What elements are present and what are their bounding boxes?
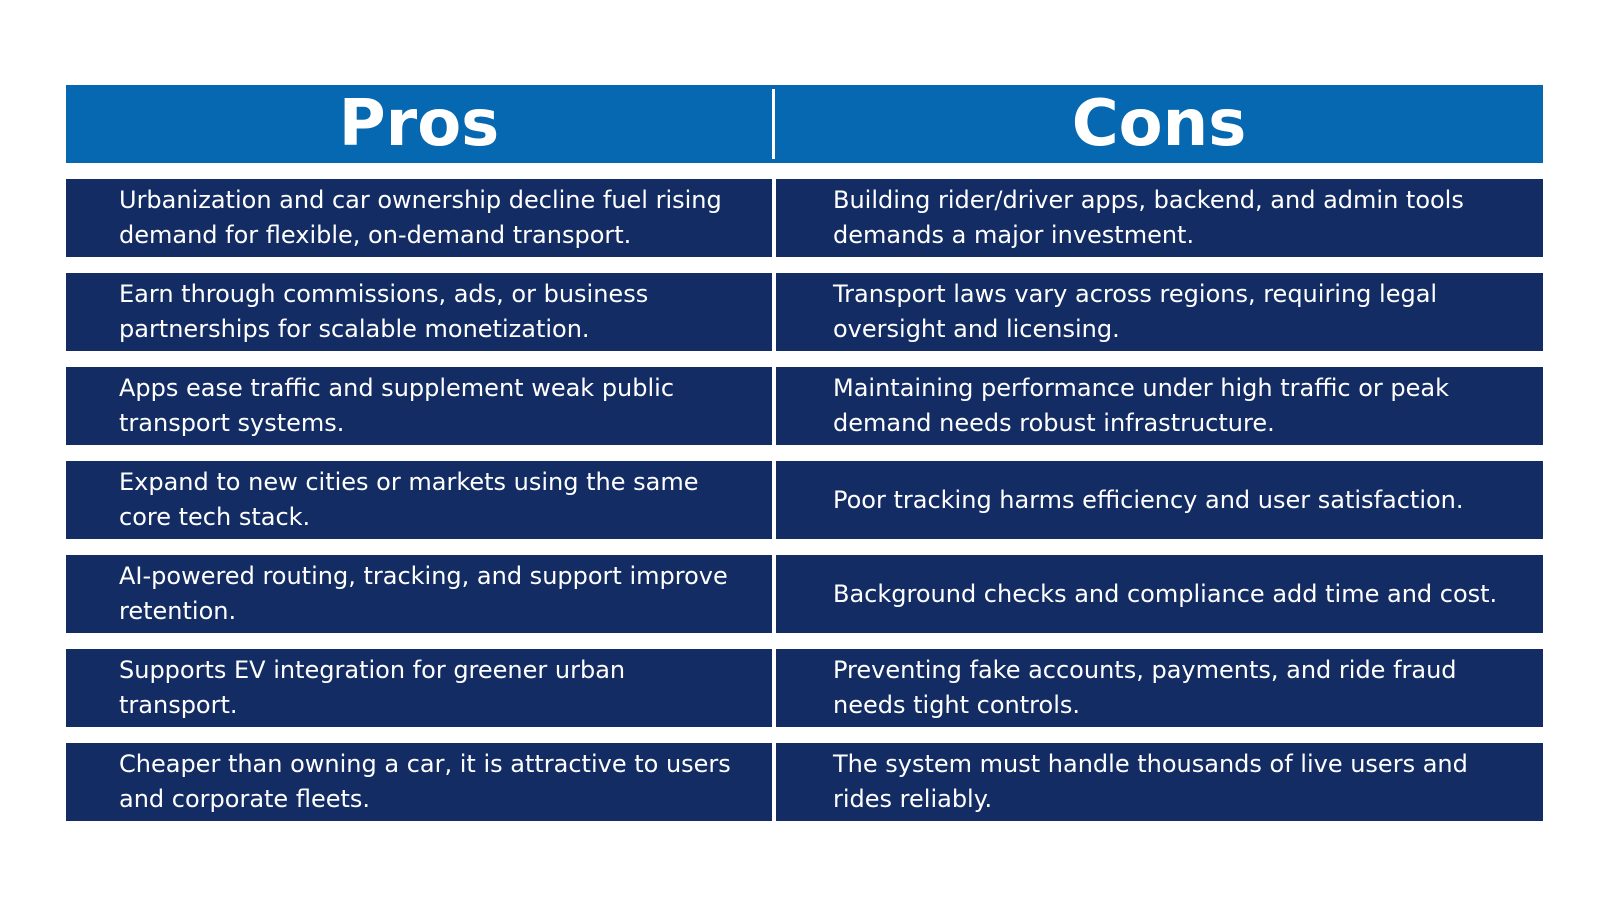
pro-cell [66,743,772,821]
con-text: Transport laws vary across regions, requiring legal oversight and licensing. [833,280,1438,343]
con-cell [776,273,1543,351]
pro-text: Apps ease traffic and supplement weak public transport systems. [119,374,675,437]
con-cell [776,367,1543,445]
table-row [66,555,1543,633]
pro-cell [66,461,772,539]
con-text: Maintaining performance under high traffic or peak demand needs robust infrastructure. [833,374,1450,437]
pros-cons-table [66,85,1543,821]
con-cell [776,461,1543,539]
table-row [66,461,1543,539]
pro-text: Supports EV integration for greener urban transport. [119,656,626,719]
pro-cell [66,273,772,351]
con-text: Building rider/driver apps, backend, and admin tools demands a major investment. [833,186,1464,249]
con-cell [776,179,1543,257]
con-text: Preventing fake accounts, payments, and ride fraud needs tight controls. [833,656,1457,719]
pro-cell [66,179,772,257]
pro-text: Earn through commissions, ads, or business partnerships for scalable monetization. [119,280,649,343]
table-row [66,649,1543,727]
pro-cell [66,649,772,727]
table-row [66,367,1543,445]
con-text: Poor tracking harms efficiency and user satisfaction. [833,485,1464,514]
cons-heading: Cons [1071,87,1247,161]
pro-text: Cheaper than owning a car, it is attractive to users and corporate fleets. [119,750,731,813]
con-cell [776,743,1543,821]
con-cell [776,649,1543,727]
pro-text: Urbanization and car ownership decline fuel rising demand for flexible, on-demand transport. [119,186,722,249]
pro-cell [66,555,772,633]
pro-text: Expand to new cities or markets using the same core tech stack. [119,468,699,531]
table-row [66,743,1543,821]
table-body [66,179,1543,821]
table-row [66,179,1543,257]
table-header [66,85,1543,163]
pro-cell [66,367,772,445]
con-cell [776,555,1543,633]
con-text: The system must handle thousands of live users and rides reliably. [833,750,1468,813]
table-row [66,273,1543,351]
con-text: Background checks and compliance add time and cost. [833,579,1498,608]
pro-text: AI-powered routing, tracking, and support improve retention. [119,562,728,625]
pros-heading: Pros [338,87,500,161]
